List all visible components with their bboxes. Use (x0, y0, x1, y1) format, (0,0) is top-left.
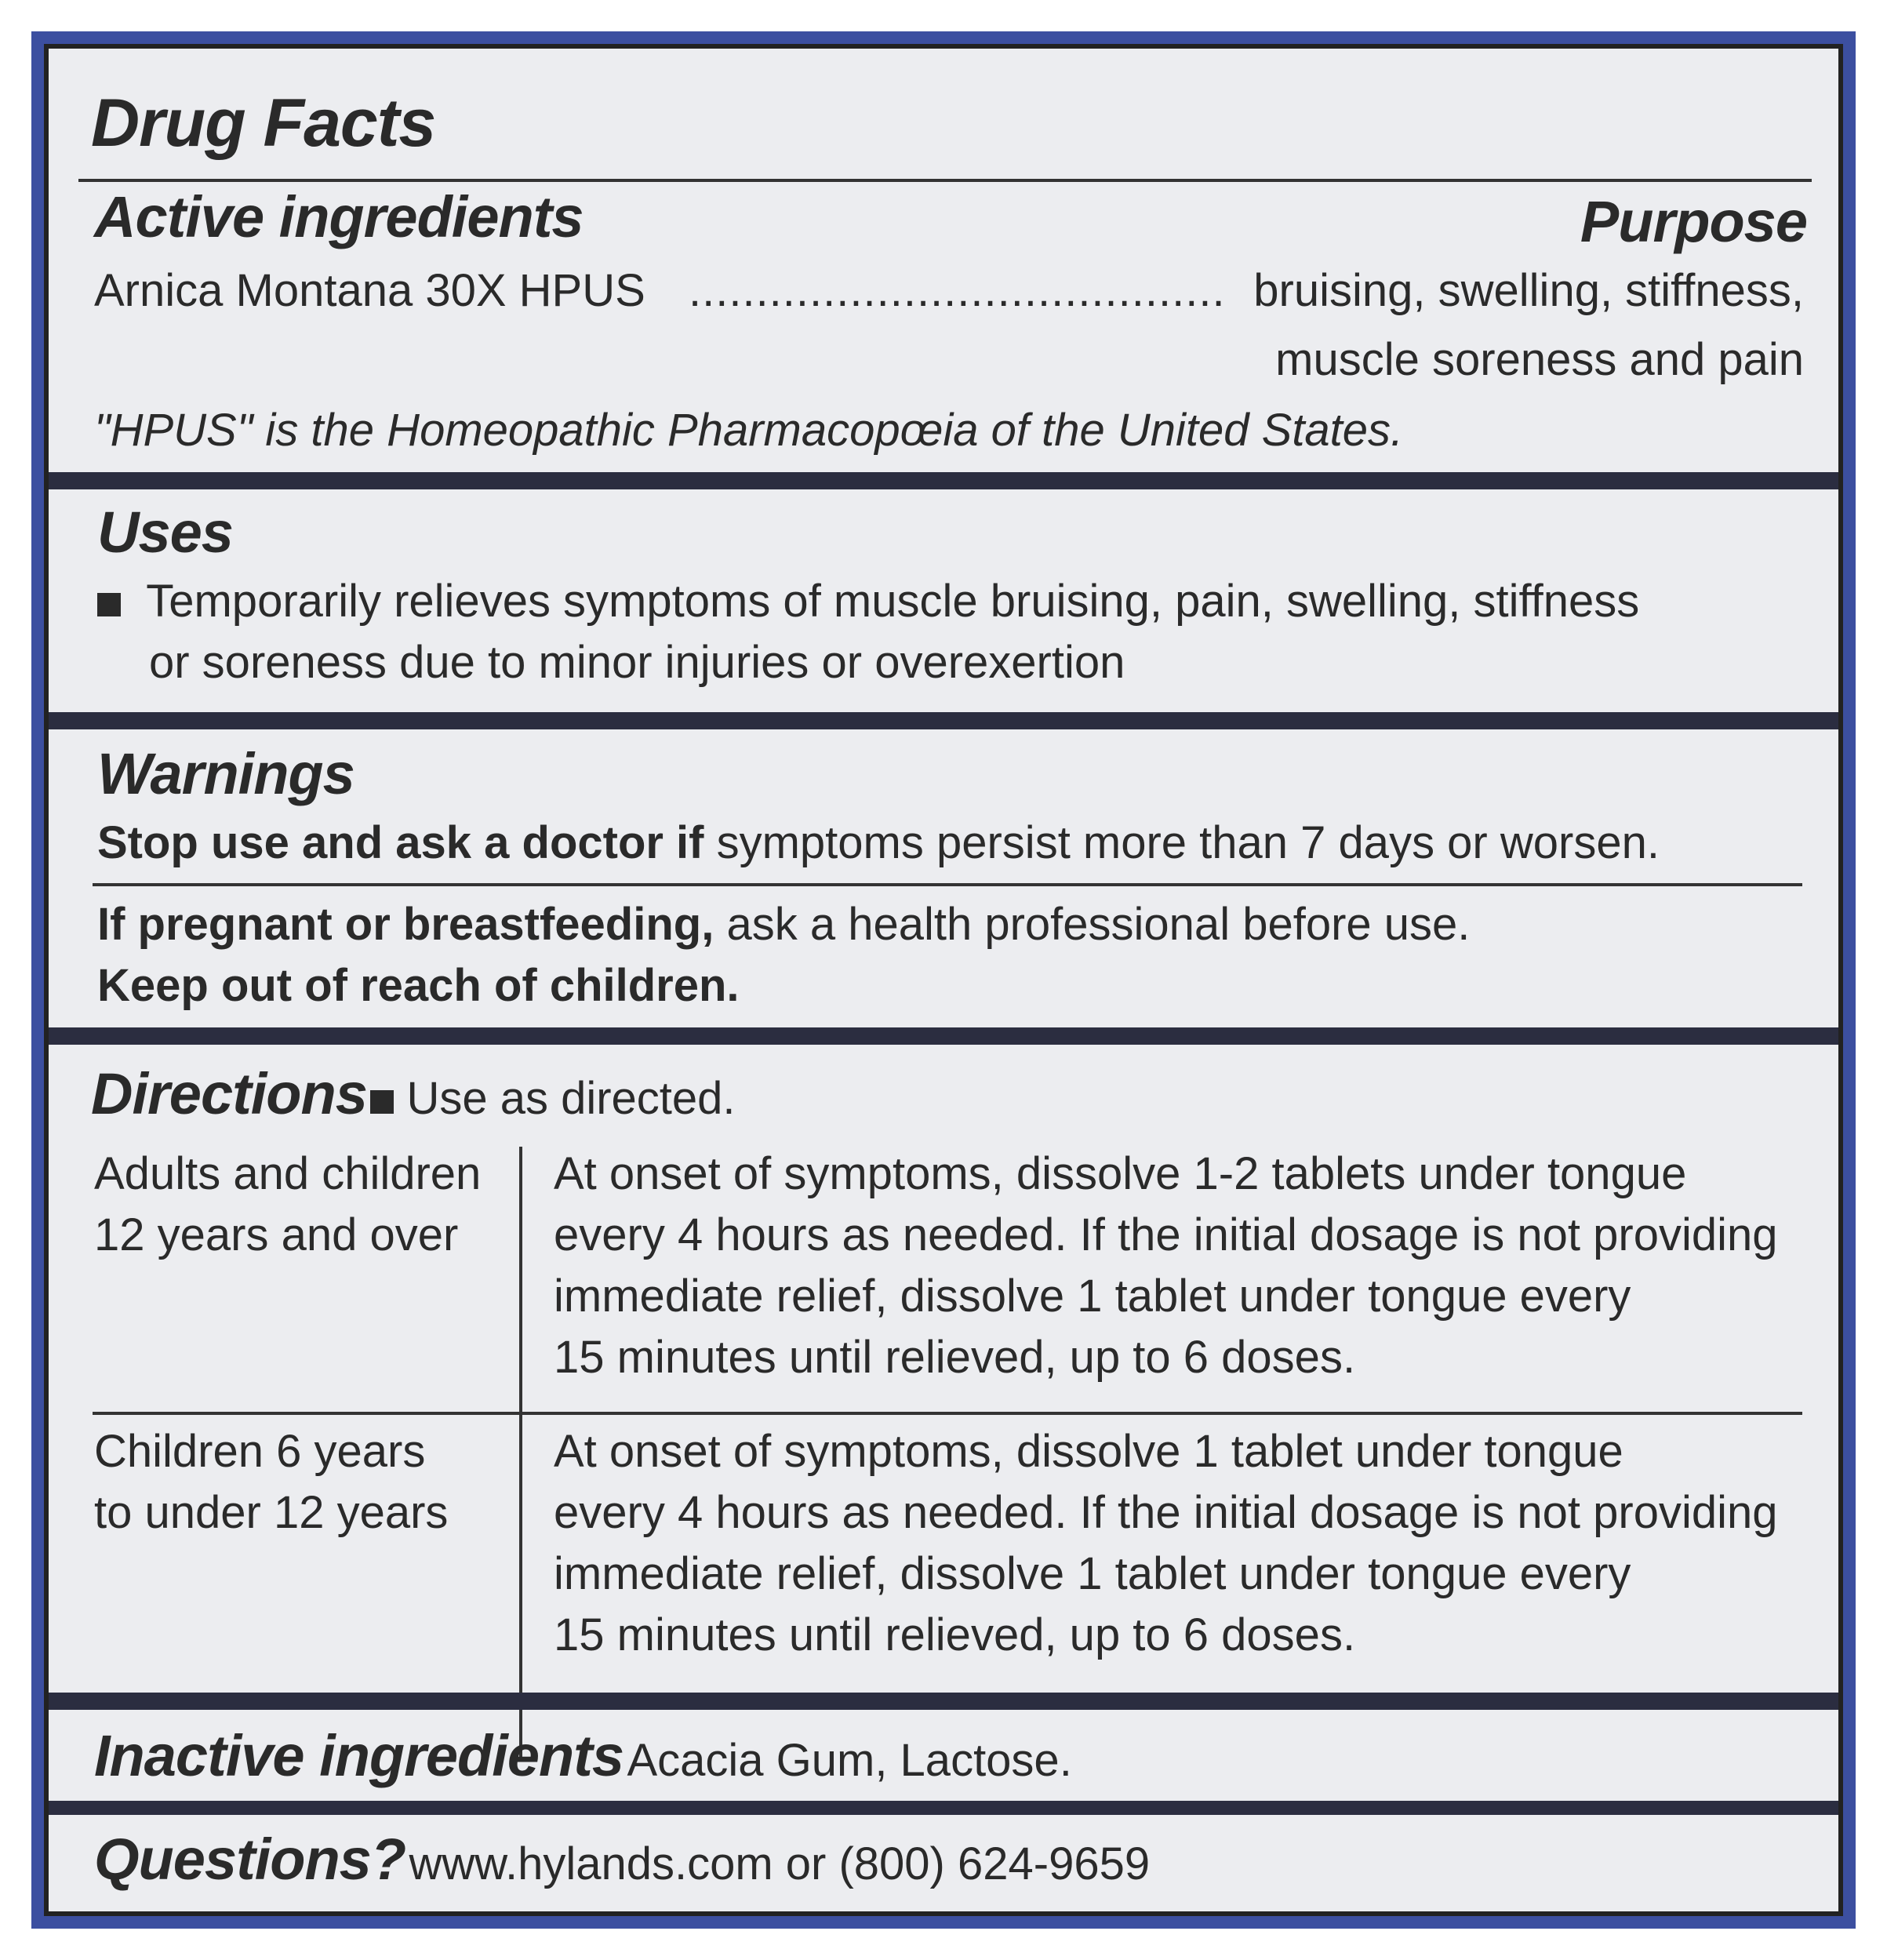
stop-use-rest: symptoms persist more than 7 days or worsen. (716, 817, 1660, 868)
uses-heading: Uses (97, 500, 233, 565)
purpose-line-2: muscle soreness and pain (1275, 334, 1804, 385)
active-ingredients-heading: Active ingredients (94, 184, 584, 249)
questions-heading: Questions? (94, 1827, 406, 1892)
uses-text-1: Temporarily relieves symptoms of muscle bruising, pain, swelling, stiffness (146, 576, 1640, 627)
hpus-note: "HPUS" is the Homeopathic Pharmacopœia of the United States. (94, 405, 1404, 456)
adults-who-line-2: 12 years and over (94, 1209, 459, 1260)
inactive-ingredients-line (94, 1723, 1072, 1788)
warnings-rule (93, 883, 1802, 886)
leader-dots: ........................................ (689, 265, 1226, 316)
directions-header (91, 1061, 736, 1126)
pregnant-rest: ask a health professional before use. (726, 899, 1471, 950)
purpose-heading: Purpose (1580, 189, 1807, 254)
stop-use-bold: Stop use and ask a doctor if (97, 817, 704, 868)
section-divider (49, 1027, 1838, 1045)
uses-line-1 (97, 576, 1640, 627)
section-divider (49, 472, 1838, 489)
questions-contact: www.hylands.com or (800) 624-9659 (409, 1838, 1151, 1889)
directions-row-rule (93, 1412, 1802, 1415)
directions-column-divider (519, 1147, 522, 1758)
bullet-icon (370, 1090, 394, 1114)
stop-use-line (97, 817, 1660, 868)
adults-who-line-1: Adults and children (94, 1148, 482, 1199)
children-dir-line-2: every 4 hours as needed. If the initial dosage is not providing (554, 1487, 1778, 1538)
pregnant-bold: If pregnant or breastfeeding, (97, 899, 714, 950)
use-as-directed-text: Use as directed. (406, 1073, 736, 1124)
purpose-line-1: bruising, swelling, stiffness, (1253, 265, 1804, 316)
children-who-line-1: Children 6 years (94, 1426, 426, 1477)
questions-line (94, 1827, 1151, 1892)
active-ingredient-name: Arnica Montana 30X HPUS (94, 265, 645, 316)
children-dir-line-4: 15 minutes until relieved, up to 6 doses. (554, 1609, 1356, 1660)
adults-dir-line-4: 15 minutes until relieved, up to 6 doses. (554, 1332, 1356, 1383)
drug-facts-panel (44, 44, 1843, 1916)
inactive-ingredients-text: Acacia Gum, Lactose. (627, 1735, 1072, 1786)
adults-dir-line-1: At onset of symptoms, dissolve 1-2 tablets under tongue (554, 1148, 1687, 1199)
adults-dir-line-2: every 4 hours as needed. If the initial dosage is not providing (554, 1209, 1778, 1260)
children-dir-line-1: At onset of symptoms, dissolve 1 tablet under tongue (554, 1426, 1623, 1477)
children-dir-line-3: immediate relief, dissolve 1 tablet under tongue every (554, 1548, 1631, 1599)
section-divider (49, 1801, 1838, 1815)
children-who-line-2: to under 12 years (94, 1487, 449, 1538)
uses-line-2: or soreness due to minor injuries or overexertion (149, 637, 1125, 688)
use-as-directed (370, 1073, 735, 1124)
warnings-heading: Warnings (97, 741, 354, 806)
directions-heading: Directions (91, 1061, 367, 1126)
section-divider (49, 1693, 1838, 1710)
adults-dir-line-3: immediate relief, dissolve 1 tablet under tongue every (554, 1271, 1631, 1322)
bullet-icon (97, 593, 121, 616)
keep-out-line: Keep out of reach of children. (97, 960, 740, 1011)
pregnant-line (97, 899, 1471, 950)
title-rule (78, 179, 1812, 182)
section-divider (49, 712, 1838, 729)
drug-facts-title: Drug Facts (91, 85, 436, 161)
inactive-ingredients-heading: Inactive ingredients (94, 1723, 624, 1788)
